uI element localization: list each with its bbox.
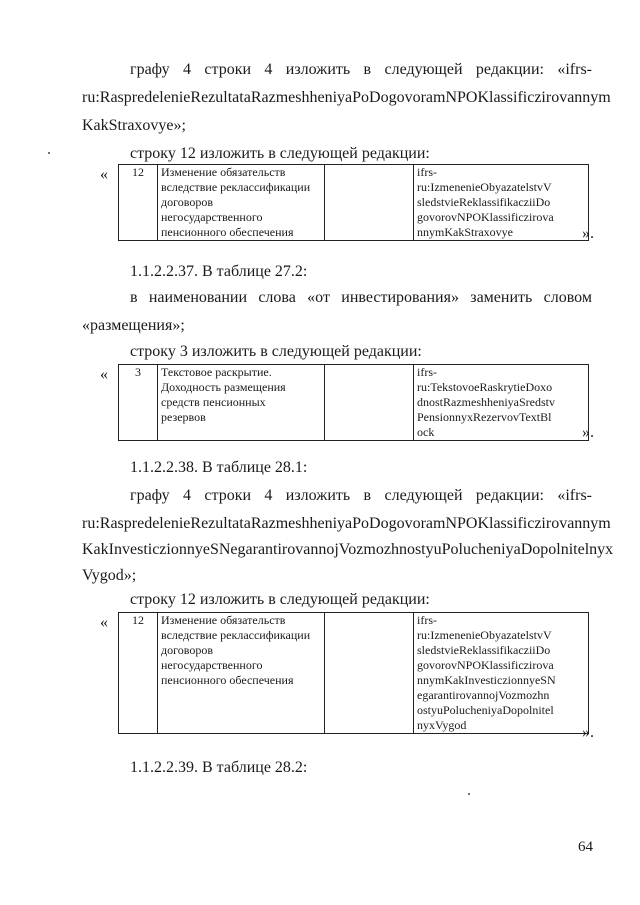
table-2: [118, 364, 589, 441]
paragraph-6: строку 12 изложить в следующей редакции:: [130, 591, 430, 608]
table-2-code-line: PensionnyxRezervovTextBl: [417, 410, 552, 424]
table-1-name-line: пенсионного обеспечения: [161, 225, 294, 239]
table-3-code-line: egarantirovannojVozmozhn: [417, 688, 550, 702]
table-3-code-line: ifrs-: [417, 613, 437, 627]
table-1-name-line: вследствие реклассификации: [161, 180, 311, 194]
table-3-code-cell: [414, 613, 589, 734]
paragraph-5-line-3: KakInvesticzionnyeSNegarantirovannojVozmozhnostyuPolucheniyaDopolnitelnyx: [82, 541, 614, 558]
table-1-name-line: Изменение обязательств: [161, 165, 286, 179]
table-3-name-line: договоров: [161, 643, 213, 657]
table-3-empty-cell: [325, 613, 414, 734]
table-3-number-cell: 12: [119, 613, 158, 734]
table-2-name-cell: [158, 365, 325, 441]
section-heading-38: 1.1.2.2.38. В таблице 28.1:: [130, 459, 308, 476]
table-3-name-line: Изменение обязательств: [161, 613, 286, 627]
table-3-close-quote: ».: [582, 724, 594, 741]
table-row: [119, 613, 589, 734]
paragraph-2: строку 12 изложить в следующей редакции:: [130, 145, 430, 162]
table-3: [118, 612, 589, 734]
table-1-code-cell: [414, 165, 589, 241]
table-2-number-cell: 3: [119, 365, 158, 441]
table-2-code-cell: [414, 365, 589, 441]
table-3-code-line: nyxVygod: [417, 718, 467, 732]
table-1-code-line: nnymKakStraxovye: [417, 225, 513, 239]
table-3-code-line: sledstvieReklassifikacziiDo: [417, 643, 551, 657]
table-3-code-line: nnymKakInvesticzionnyeSN: [417, 673, 556, 687]
table-1-name-line: негосударственного: [161, 210, 263, 224]
paragraph-5-line-4: Vygod»;: [82, 567, 137, 584]
paragraph-5-line-1: графу 4 строки 4 изложить в следующей редакции: «ifrs-: [130, 487, 592, 504]
paragraph-1-line-2: ru:RaspredelenieRezultataRazmeshheniyaPoDogovoramNPOKlassificzirovannym: [82, 89, 611, 106]
table-2-code-line: dnostRazmeshheniyaSredstv: [417, 395, 555, 409]
table-1-code-line: ifrs-: [417, 165, 437, 179]
table-3-name-line: вследствие реклассификации: [161, 628, 311, 642]
scan-speck: [48, 152, 50, 154]
scan-speck: [468, 793, 470, 795]
table-2-name-line: резервов: [161, 410, 206, 424]
table-2-name-line: средств пенсионных: [161, 395, 266, 409]
table-3-name-cell: [158, 613, 325, 734]
table-3-name-line: негосударственного: [161, 658, 263, 672]
table-1-open-quote: «: [100, 166, 108, 183]
table-2-name-line: Доходность размещения: [161, 380, 286, 394]
table-2-code-line: ock: [417, 425, 435, 439]
table-2-close-quote: ».: [582, 424, 594, 441]
table-2-code-line: ru:TekstovoeRaskrytieDoxo: [417, 380, 553, 394]
table-1: [118, 164, 589, 241]
paragraph-5-line-2: ru:RaspredelenieRezultataRazmeshheniyaPoDogovoramNPOKlassificzirovannym: [82, 515, 611, 532]
section-heading-39: 1.1.2.2.39. В таблице 28.2:: [130, 759, 308, 776]
paragraph-1-line-3: KakStraxovye»;: [82, 117, 186, 134]
section-heading-37: 1.1.2.2.37. В таблице 27.2:: [130, 263, 308, 280]
table-1-close-quote: ».: [582, 225, 594, 242]
table-2-code-line: ifrs-: [417, 365, 437, 379]
table-3-code-line: ru:IzmenenieObyazatelstvV: [417, 628, 552, 642]
table-row: [119, 365, 589, 441]
page-number: 64: [578, 839, 593, 855]
table-1-code-line: sledstvieReklassifikacziiDo: [417, 195, 551, 209]
table-2-name-line: Текстовое раскрытие.: [161, 365, 272, 379]
paragraph-4: строку 3 изложить в следующей редакции:: [130, 343, 422, 360]
paragraph-3-line-1: в наименовании слова «от инвестирования» заменить словом: [130, 289, 592, 306]
paragraph-3-line-2: «размещения»;: [82, 317, 185, 334]
table-2-open-quote: «: [100, 366, 108, 383]
table-3-open-quote: «: [100, 614, 108, 631]
table-1-code-line: govorovNPOKlassificzirova: [417, 210, 554, 224]
table-3-code-line: ostyuPolucheniyaDopolnitel: [417, 703, 554, 717]
table-2-empty-cell: [325, 365, 414, 441]
table-1-empty-cell: [325, 165, 414, 241]
table-1-name-cell: [158, 165, 325, 241]
table-row: [119, 165, 589, 241]
table-1-code-line: ru:IzmenenieObyazatelstvV: [417, 180, 552, 194]
table-3-code-line: govorovNPOKlassificzirova: [417, 658, 554, 672]
paragraph-1-line-1: графу 4 строки 4 изложить в следующей редакции: «ifrs-: [130, 61, 592, 78]
table-1-number-cell: 12: [119, 165, 158, 241]
table-1-name-line: договоров: [161, 195, 213, 209]
table-3-name-line: пенсионного обеспечения: [161, 673, 294, 687]
